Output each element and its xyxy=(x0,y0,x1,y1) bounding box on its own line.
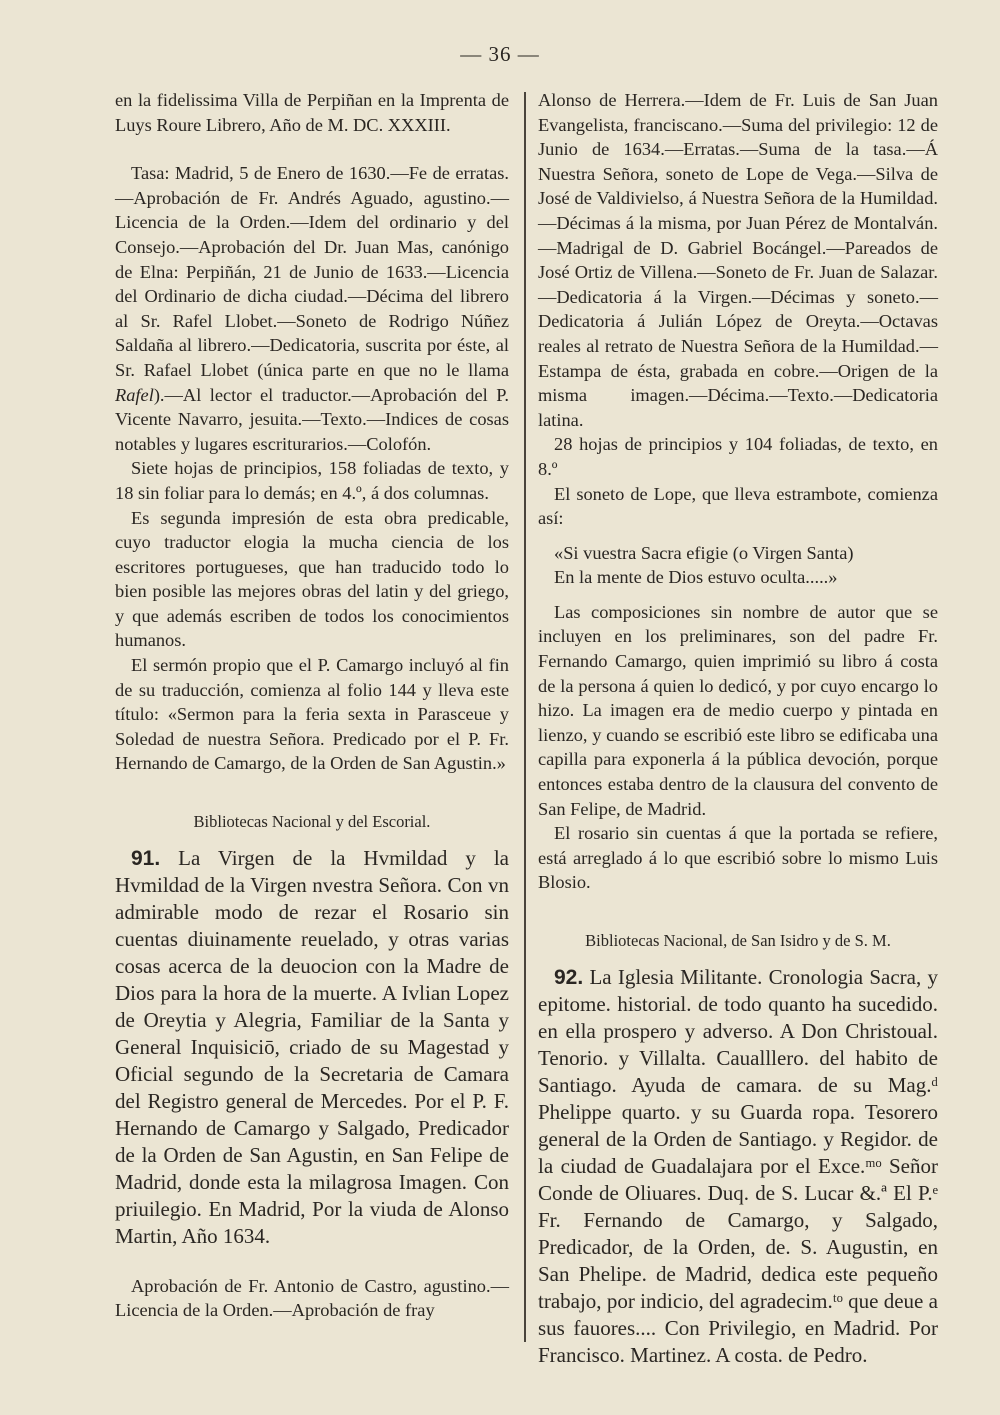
quote-line: En la mente de Dios estuvo oculta.....» xyxy=(554,567,838,588)
column-divider xyxy=(524,92,526,1342)
tasa-italic: Rafel xyxy=(115,384,154,405)
preliminaries-list: Alonso de Herrera.—Idem de Fr. Luis de San Juan Evangelista, franciscano.—Suma del privilegio: 12 de Junio de 1634.—Erratas.—Suma de la tasa.—Á Nuestra Señora, soneto de Lope de Vega.—Silva de José de Valdivielso, á Nuestra Señora de la Humildad.—Décimas á la misma, por Juan Pérez de Montalván.—Madrigal de D. Gabriel Bocángel.—Pareados de José Ortiz de Villena.—Soneto de Fr. Juan de Salazar.—Dedicatoria á la Virgen.—Décimas y soneto.—Dedicatoria á Julián López de Oreyta.—Octavas reales al retrato de Nuestra Señora de la Humildad.—Estampa de ésta, grabada en cobre.—Origen de la misma imagen.—Décima.—Texto.—Dedicatoria latina. xyxy=(538,90,938,430)
approval-paragraph: Aprobación de Fr. Antonio de Castro, agustino.—Licencia de la Orden.—Aprobación de fray xyxy=(115,1275,509,1321)
tasa-paragraph xyxy=(115,161,509,456)
note-paragraph: Las composiciones sin nombre de autor que se incluyen en los preliminares, son del padre Fr. Fernando Camargo, quien imprimió su libro á costa de la persona á quien lo dedicó, y por cuyo encargo lo hizo. La imagen era de medio cuerpo y pintada en lienzo, y cuando se escribió este libro se edificaba una capilla para exponerla á la pública devoción, porque entonces estaba dentro de la clausura del convento de San Felipe, de Madrid. xyxy=(538,601,938,819)
right-column xyxy=(538,88,938,1369)
entry-title: La Iglesia Militante. Cronologia Sacra, y epitome. historial. de todo quanto ha sucedido. en ella prospero y adverso. A Don Christoual. Tenorio. y Villalta. Caualllero. del habito de Santiago. Ayuda de camara. de su Mag.ᵈ Phelippe quarto. y su Guarda ropa. Tesorero general de la Orden de Santiago. y Regidor. de la ciudad de Guadalajara por el Exce.ᵐᵒ Señor Conde de Oliuares. Duq. de S. Lucar &.ª El P.ᵉ Fr. Fernando de Camargo, y Salgado, Predicador, de la Orden, de. S. Augustin, en San Phelipe. de Madrid, dedica este pequeño trabajo, por indicio, del agradecim.ᵗᵒ que deue a sus fauores.... Con Privilegio, en Madrid. Por Francisco. Martinez. A costa. de Pedro. xyxy=(538,964,938,1367)
libraries-location: Bibliotecas Nacional y del Escorial. xyxy=(193,812,431,832)
quote-line: «Si vuestra Sacra efigie (o Virgen Santa) xyxy=(554,542,854,563)
entry-number: 92. xyxy=(554,965,584,989)
note-paragraph: Es segunda impresión de esta obra predicable, cuyo traductor elogia la mucha ciencia de los escritores portugueses, que han traducido todo lo bien posible las mejores obras del latin y del griego, y que además escriben de todos los conocimientos humanos. xyxy=(115,507,509,651)
sonnet-intro: El soneto de Lope, que lleva estrambote, comienza así: xyxy=(538,483,938,529)
tasa-text-end: ).—Al lector el traductor.—Aprobación del P. Vicente Navarro, jesuita.—Texto.—Indices de cosas notables y lugares escriturarios.—Colofón. xyxy=(115,384,509,454)
sermon-paragraph: El sermón propio que el P. Camargo incluyó al fin de su traducción, comienza al folio 144 y lleva este título: «Sermon para la feria sexta in Parasceue y Soledad de nuestra Señora. Predicado por el P. Fr. Hernando de Camargo, de la Orden de San Agustin.» xyxy=(115,655,509,774)
libraries-location: Bibliotecas Nacional, de San Isidro y de S. M. xyxy=(585,931,891,950)
physical-description: Siete hojas de principios, 158 foliadas de texto, y 18 sin foliar para lo demás; en 4.º, á dos columnas. xyxy=(115,458,509,503)
page-number: — 36 — xyxy=(460,42,540,66)
left-column xyxy=(115,88,509,1323)
entry-title: La Virgen de la Hvmildad y la Hvmildad de la Virgen nvestra Señora. Con vn admirable modo de rezar el Rosario sin cuentas diuinamente reuelado, y otras varias cosas acerca de la deuocion con la Madre de Dios para la hora de la muerte. A Ivlian Lopez de Oreytia y Alegria, Familiar de la Santa y General Inquisiciō, criado de su Magestad y Oficial segundo de la Secretaria de Camara del Registro general de Mercedes. Por el P. F. Hernando de Camargo y Salgado, Predicador de la Orden de San Agustin, en San Felipe de Madrid, donde esta la milagrosa Imagen. Con priuilegio. En Madrid, Por la viuda de Alonso Martin, Año 1634. xyxy=(115,845,509,1248)
imprint-tail: en la fidelissima Villa de Perpiñan en la Imprenta de Luys Roure Librero, Año de M. DC. XXXIII. xyxy=(115,90,509,135)
entry-number: 91. xyxy=(131,846,161,870)
physical-description: 28 hojas de principios y 104 foliadas, de texto, en 8.º xyxy=(538,434,938,479)
entry-92 xyxy=(538,964,938,1369)
entry-91 xyxy=(115,845,509,1250)
rosary-paragraph: El rosario sin cuentas á que la portada se refiere, está arreglado á lo que escribió sobre lo mismo Luis Blosio. xyxy=(538,823,938,893)
tasa-text: Tasa: Madrid, 5 de Enero de 1630.—Fe de erratas.—Aprobación de Fr. Andrés Aguado, agustino.—Licencia de la Orden.—Idem del ordinario y del Consejo.—Aprobación del Dr. Juan Mas, canónigo de Elna: Perpiñán, 21 de Junio de 1633.—Licencia del Ordinario de dicha ciudad.—Décima del librero al Sr. Rafel Llobet.—Soneto de Rodrigo Núñez Saldaña al librero.—Dedicatoria, suscrita por éste, al Sr. Rafael Llobet (única parte en que no le llama xyxy=(115,163,509,380)
